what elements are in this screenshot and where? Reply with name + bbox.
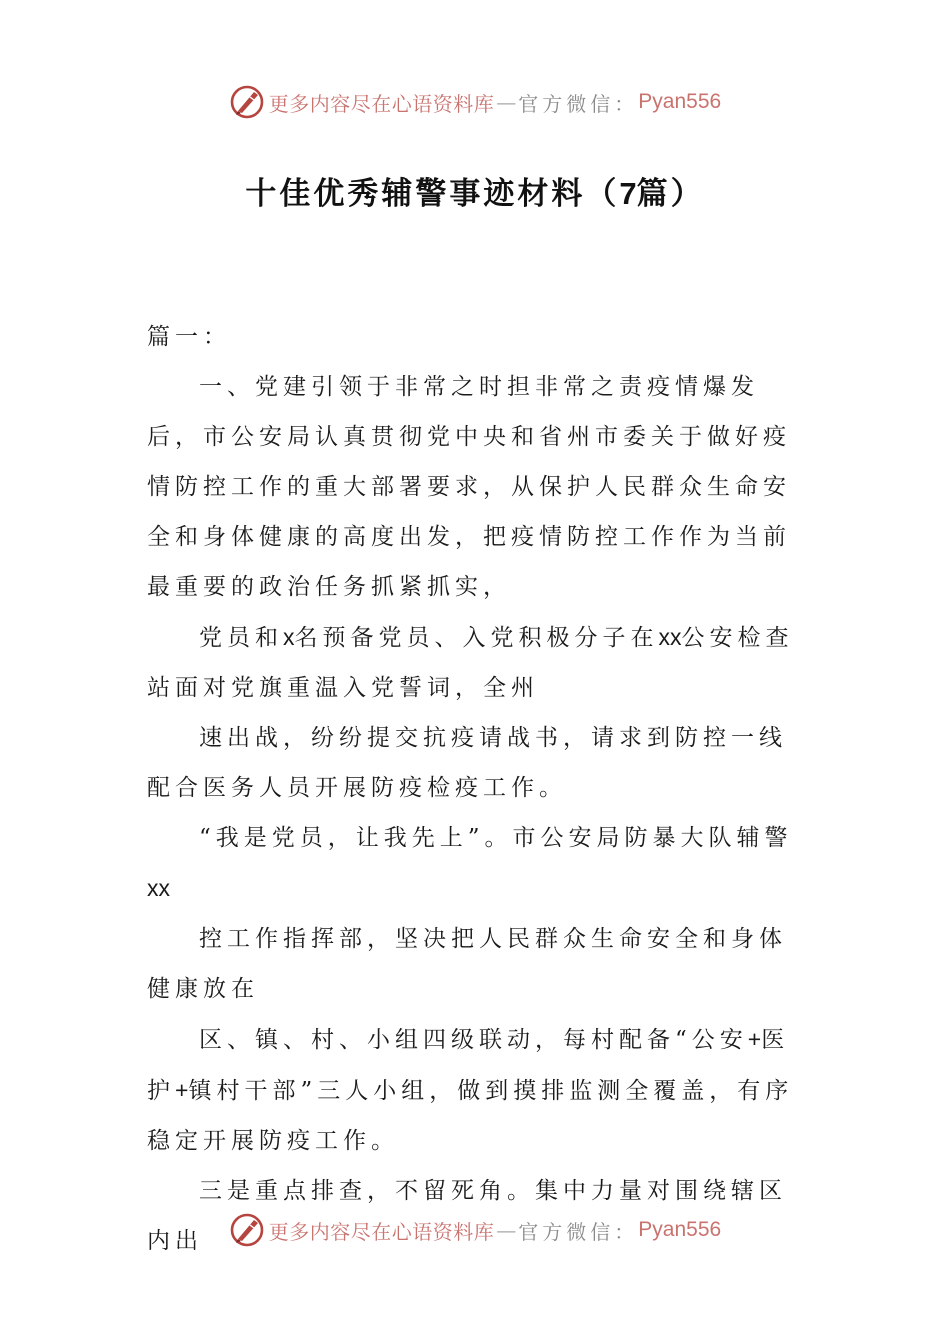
- watermark-text: 更多内容尽在心语资料库: [268, 91, 495, 116]
- paragraph: 速出战，纷纷提交抗疫请战书，请求到防控一线配合医务人员开展防疫检疫工作。: [147, 725, 787, 801]
- watermark-text: 更多内容尽在心语资料库: [268, 1219, 495, 1244]
- footer-watermark: [0, 1208, 950, 1252]
- wechat-id: Pyan556: [638, 1218, 722, 1241]
- watermark-separator: —: [496, 1218, 517, 1242]
- paragraph: 一、党建引领于非常之时担非常之责疫情爆发后，市公安局认真贯彻党中央和省州市委关于做好疫情防控工作的重大部署要求，从保护人民群众生命安全和身体健康的高度出发，把疫情防控工作作为当前最重要的政治任务抓紧抓实，: [147, 374, 791, 600]
- quill-logo-icon: [229, 84, 265, 120]
- wechat-label: 官方微信：: [518, 1219, 639, 1244]
- paragraph: “我是党员，让我先上”。市公安局防暴大队辅警xx: [147, 825, 793, 901]
- document-body: [147, 312, 807, 1266]
- paragraph: 党员和x名预备党员、入党积极分子在xx公安检查站面对党旗重温入党誓词，全州: [147, 624, 794, 701]
- section-label: 篇一：: [147, 324, 231, 350]
- quill-logo-icon: [229, 1212, 265, 1248]
- header-watermark: [0, 80, 950, 124]
- paragraph: 三是重点排查，不留死角。集中力量对围绕辖区内出: [147, 1178, 787, 1254]
- paragraph: 控工作指挥部，坚决把人民群众生命安全和身体健康放在: [147, 926, 787, 1002]
- watermark-separator: —: [496, 90, 517, 114]
- paragraph: 区、镇、村、小组四级联动，每村配备“公安+医护+镇村干部”三人小组，做到摸排监测全覆盖，有序稳定开展防疫工作。: [147, 1026, 794, 1154]
- wechat-id: Pyan556: [638, 90, 722, 113]
- wechat-label: 官方微信：: [518, 91, 639, 116]
- document-title: 十佳优秀辅警事迹材料（7篇）: [245, 176, 705, 212]
